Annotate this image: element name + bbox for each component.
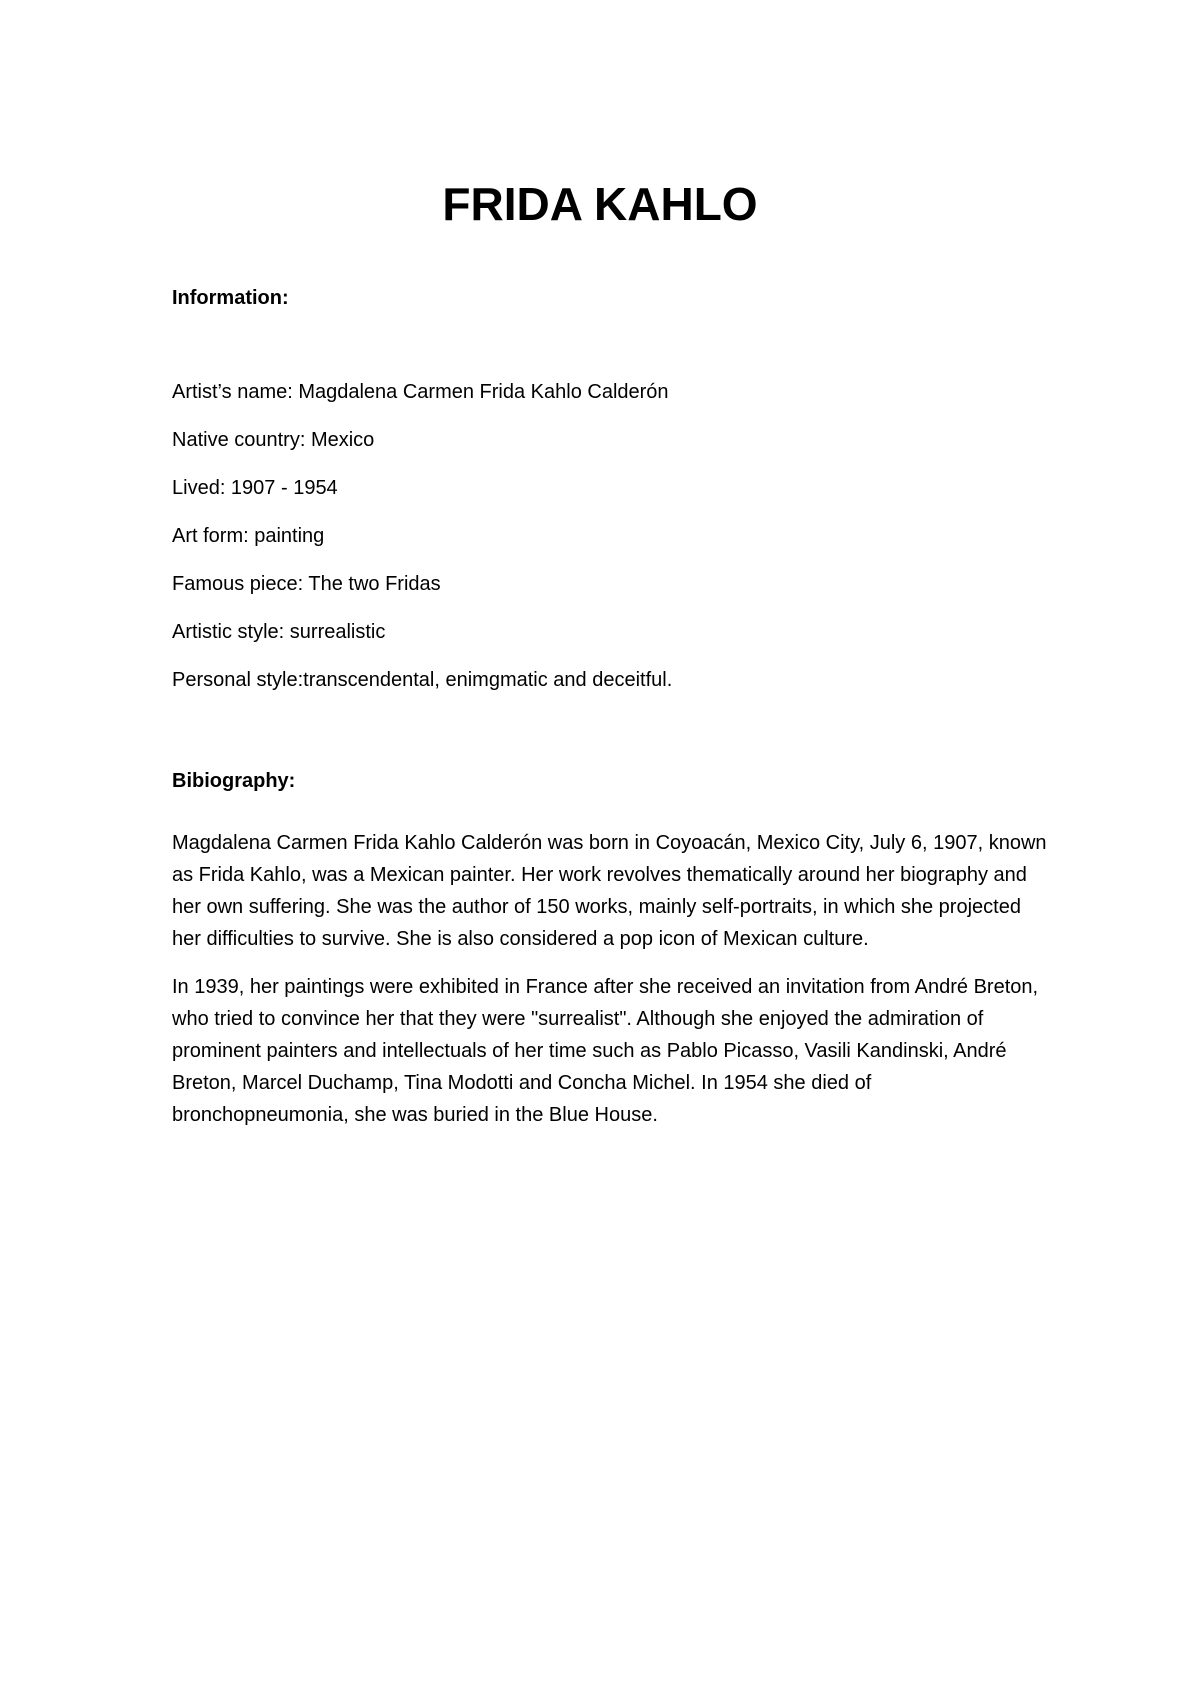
biography-heading: Bibiography: — [172, 770, 296, 792]
biography-text — [172, 827, 1052, 1147]
info-item-native-country: Native country: Mexico — [172, 429, 375, 451]
info-item-art-form: Art form: painting — [172, 525, 325, 547]
information-list — [172, 376, 1052, 712]
info-item-artistic-style: Artistic style: surrealistic — [172, 621, 386, 643]
biography-paragraph: In 1939, her paintings were exhibited in France after she received an invitation from André Breton, who tried to convince her that they were "surrealist". Although she enjoyed the admiration of prominent painters and intellectuals of her time such as Pablo Picasso, Vasili Kandinski, André Breton, Marcel Duchamp, Tina Modotti and Concha Michel. In 1954 she died of bronchopneumonia, she was buried in the Blue House. — [172, 976, 1039, 1126]
biography-paragraph: Magdalena Carmen Frida Kahlo Calderón was born in Coyoacán, Mexico City, July 6, 1907, known as Frida Kahlo, was a Mexican painter. Her work revolves thematically around her biography and her own suffering. She was the author of 150 works, mainly self-portraits, in which she projected her difficulties to survive. She is also considered a pop icon of Mexican culture. — [172, 832, 1047, 950]
info-item-personal-style: Personal style:transcendental, enimgmatic and deceitful. — [172, 669, 673, 691]
information-heading: Information: — [172, 287, 289, 309]
info-item-famous-piece: Famous piece: The two Fridas — [172, 573, 441, 595]
info-item-artist-name: Artist’s name: Magdalena Carmen Frida Kahlo Calderón — [172, 381, 669, 403]
info-item-lived: Lived: 1907 - 1954 — [172, 477, 338, 499]
document-title: FRIDA KAHLO — [442, 177, 758, 230]
